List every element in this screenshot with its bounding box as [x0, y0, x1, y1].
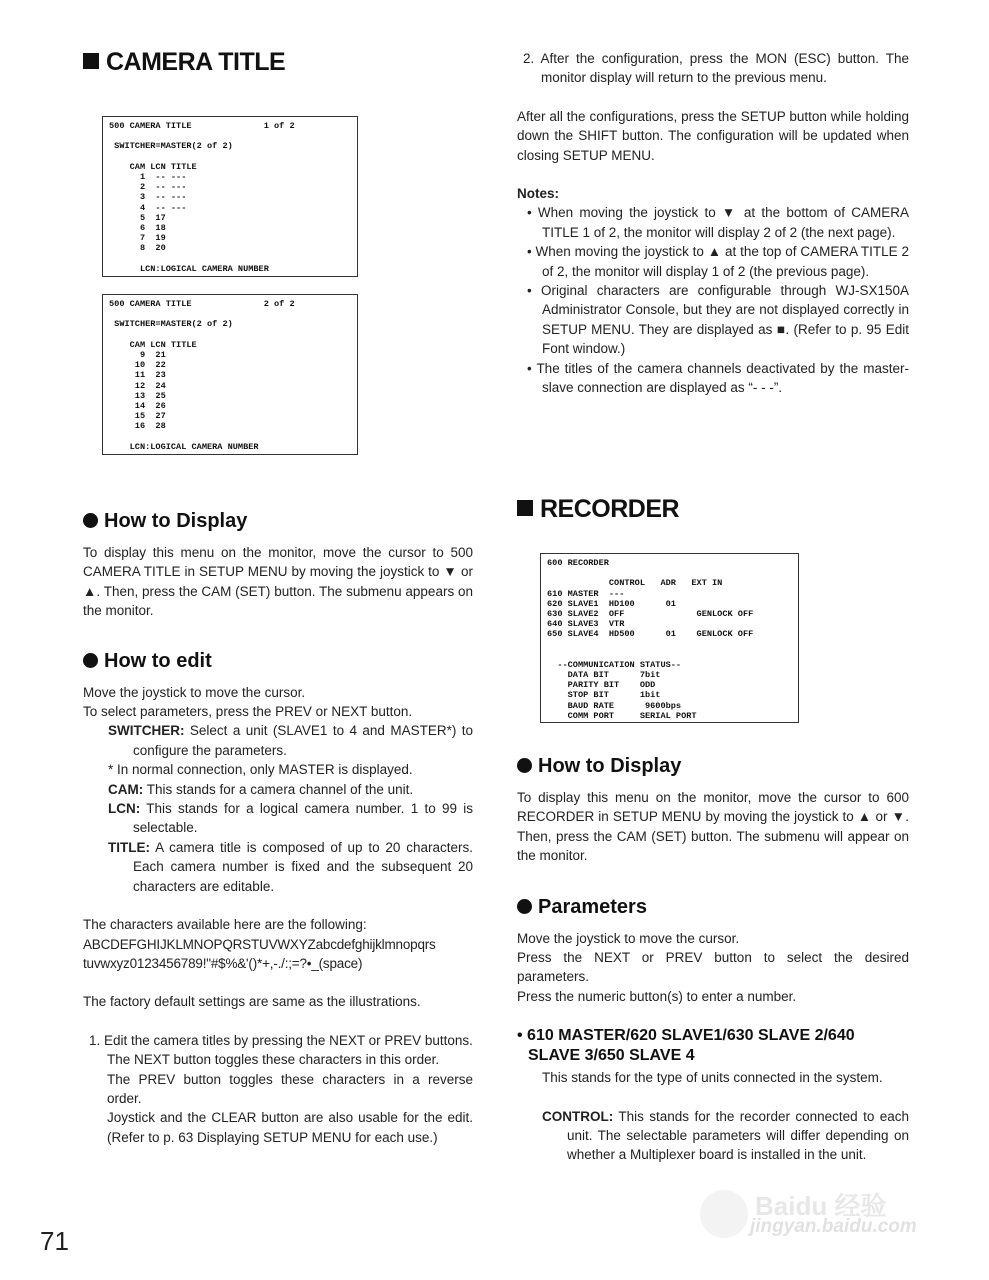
menu-line: LCN:LOGICAL CAMERA NUMBER — [109, 441, 259, 452]
after-all-text: After all the configurations, press the SETUP button while holding down the SHIFT button. The configuration will be updated when closing SETUP MENU. — [517, 108, 909, 163]
camera-title-menu-page-1 — [102, 116, 358, 277]
control-definition: CONTROL: This stands for the recorder connected to each unit. The selectable parameters will differ depending on whether a Multiplexer board is installed in the unit. — [542, 1108, 909, 1163]
title-definition: TITLE: A camera title is composed of up to 20 characters. Each camera number is fixed and the subsequent 20 characters are editable. — [108, 839, 473, 894]
recorder-how-to-display-heading: How to Display — [517, 755, 909, 778]
edit-line-1: Move the joystick to move the cursor. — [83, 684, 306, 700]
switcher-definition: SWITCHER: Select a unit (SLAVE1 to 4 and MASTER*) to configure the parameters. — [108, 723, 473, 758]
page-number: 71 — [40, 1226, 69, 1256]
camera-title-menu-page-2 — [102, 294, 358, 455]
baidu-paw-icon — [700, 1190, 748, 1238]
menu-line: 7 19 — [109, 233, 166, 244]
how-to-display-heading: How to Display — [83, 510, 473, 533]
chars-line-2: tuvwxyz0123456789!"#$%&'()*+,-./:;=?•_(space) — [83, 955, 363, 971]
menu-line: 15 27 — [109, 411, 166, 422]
circle-bullet-icon — [517, 899, 532, 914]
menu-line: BAUD RATE 9600bps — [547, 700, 682, 711]
menu-line: SWITCHER=MASTER(2 of 2) — [109, 319, 233, 330]
step-1-next-button-text: The NEXT button toggles these characters in this order. — [107, 1052, 440, 1068]
menu-line: 610 MASTER --- — [547, 588, 625, 599]
note-item: • When moving the joystick to ▲ at the top of CAMERA TITLE 2 of 2, the monitor will display 1 of 2 (the previous page). — [527, 244, 909, 279]
menu-line: 11 23 — [109, 370, 166, 381]
menu-line: 650 SLAVE4 HD500 01 GENLOCK OFF — [547, 629, 754, 640]
menu-line — [547, 650, 792, 660]
menu-line: STOP BIT 1bit — [547, 690, 661, 701]
notes-list — [517, 203, 909, 397]
slave-sub-heading-1: • 610 MASTER/620 SLAVE1/630 SLAVE 2/640 — [517, 1027, 855, 1045]
how-to-display-text: To display this menu on the monitor, move the cursor to 500 CAMERA TITLE in SETUP MENU by moving the joystick to ▼ or ▲. Then, press the CAM (SET) button. The submenu appears on the monitor. — [83, 545, 473, 619]
menu-line: 14 26 — [109, 400, 166, 411]
menu-line: 4 -- --- — [109, 202, 187, 213]
menu-line: 500 CAMERA TITLE 2 of 2 — [109, 299, 295, 309]
menu-line: 630 SLAVE2 OFF GENLOCK OFF — [547, 608, 754, 619]
menu-line — [109, 253, 351, 263]
menu-line: 16 28 — [109, 421, 166, 432]
menu-line — [109, 431, 351, 441]
menu-line: 500 CAMERA TITLE 1 of 2 — [109, 121, 295, 131]
parameters-heading: Parameters — [517, 896, 909, 919]
left-body — [83, 510, 473, 1147]
recorder-menu — [540, 553, 799, 723]
camera-title-heading: CAMERA TITLE — [83, 48, 285, 77]
menu-line: 12 24 — [109, 380, 166, 391]
right-body-top — [517, 49, 909, 398]
note-item: • The titles of the camera channels deactivated by the master-slave connection are displayed as “- - -”. — [527, 360, 909, 396]
slave-description: This stands for the type of units connected in the system. — [542, 1070, 883, 1086]
circle-bullet-icon — [83, 513, 98, 528]
chars-intro: The characters available here are the following: — [83, 917, 367, 933]
menu-line: CAM LCN TITLE — [109, 339, 197, 350]
square-bullet-icon — [517, 500, 533, 516]
menu-line: 8 20 — [109, 243, 166, 254]
baidu-watermark — [700, 1190, 935, 1240]
menu-line: 3 -- --- — [109, 192, 187, 203]
menu-line — [547, 568, 792, 578]
param-line-2: Press the NEXT or PREV button to select the desired parameters. — [517, 950, 909, 985]
note-item: • Original characters are configurable through WJ-SX150A Administrator Console, but they are not displayed correctly in SETUP MENU. They are displayed as ■. (Refer to p. 95 Edit Font window.) — [527, 283, 909, 357]
edit-line-2: To select parameters, press the PREV or NEXT button. — [83, 704, 413, 720]
watermark-url: jingyan.baidu.com — [750, 1216, 917, 1237]
menu-line: 620 SLAVE1 HD100 01 — [547, 598, 676, 609]
menu-line: DATA BIT 7bit — [547, 670, 661, 681]
square-bullet-icon — [83, 53, 99, 69]
watermark-brand: Baidu 经验 — [755, 1191, 887, 1221]
menu-line: --COMMUNICATION STATUS-- — [547, 659, 682, 670]
recorder-how-to-display-text: To display this menu on the monitor, move the cursor to 600 RECORDER in SETUP MENU by moving the joystick to ▲ or ▼. Then, press the CAM (SET) button. The submenu will appear on the monitor. — [517, 790, 909, 864]
menu-line: 2 -- --- — [109, 182, 187, 193]
factory-default-text: The factory default settings are same as the illustrations. — [83, 994, 421, 1010]
menu-line: 5 17 — [109, 212, 166, 223]
slave-sub-heading-2: SLAVE 3/650 SLAVE 4 — [528, 1047, 695, 1065]
menu-line: LCN:LOGICAL CAMERA NUMBER — [109, 263, 269, 274]
menu-line: 9 21 — [109, 349, 166, 360]
menu-line — [109, 330, 351, 340]
chars-line-1: ABCDEFGHIJKLMNOPQRSTUVWXYZabcdefghijklmnopqrs — [83, 936, 436, 952]
step-1-prev-button-text: The PREV button toggles these characters in a reverse order. — [107, 1071, 473, 1106]
menu-line: 600 RECORDER — [547, 558, 609, 568]
right-body-bottom — [517, 755, 909, 1165]
note-item: • When moving the joystick to ▼ at the bottom of CAMERA TITLE 1 of 2, the monitor will display 2 of 2 (the next page). — [527, 205, 909, 240]
menu-line: CAM LCN TITLE — [109, 161, 197, 172]
recorder-heading: RECORDER — [517, 495, 679, 524]
menu-line: CONTROL ADR EXT IN — [547, 578, 723, 589]
menu-line: SWITCHER=MASTER(2 of 2) — [109, 141, 233, 152]
cam-definition: CAM: This stands for a camera channel of the unit. — [108, 781, 414, 797]
menu-line: 1 -- --- — [109, 171, 187, 182]
param-line-3: Press the numeric button(s) to enter a number. — [517, 988, 797, 1004]
menu-line: 13 25 — [109, 390, 166, 401]
switcher-note: * In normal connection, only MASTER is displayed. — [108, 762, 413, 778]
step-1-text: 1. Edit the camera titles by pressing the NEXT or PREV buttons. — [89, 1032, 473, 1048]
menu-line — [547, 640, 792, 650]
menu-line — [109, 131, 351, 141]
menu-line: COMM PORT SERIAL PORT — [547, 710, 697, 721]
circle-bullet-icon — [83, 653, 98, 668]
menu-line: 640 SLAVE3 VTR — [547, 619, 625, 630]
menu-line: 6 18 — [109, 222, 166, 233]
circle-bullet-icon — [517, 758, 532, 773]
menu-line — [109, 152, 351, 162]
notes-heading: Notes: — [517, 186, 560, 202]
step-1-joystick-text: Joystick and the CLEAR button are also usable for the edit. (Refer to p. 63 Displaying SETUP MENU for each use.) — [107, 1110, 473, 1145]
menu-line: 10 22 — [109, 360, 166, 371]
menu-line: PARITY BIT ODD — [547, 680, 656, 691]
step-2-text: 2. After the configuration, press the MON (ESC) button. The monitor display will return to the previous menu. — [523, 51, 909, 86]
how-to-edit-heading: How to edit — [83, 650, 473, 673]
param-line-1: Move the joystick to move the cursor. — [517, 930, 740, 946]
lcn-definition: LCN: This stands for a logical camera number. 1 to 99 is selectable. — [108, 801, 473, 836]
menu-line — [109, 309, 351, 319]
